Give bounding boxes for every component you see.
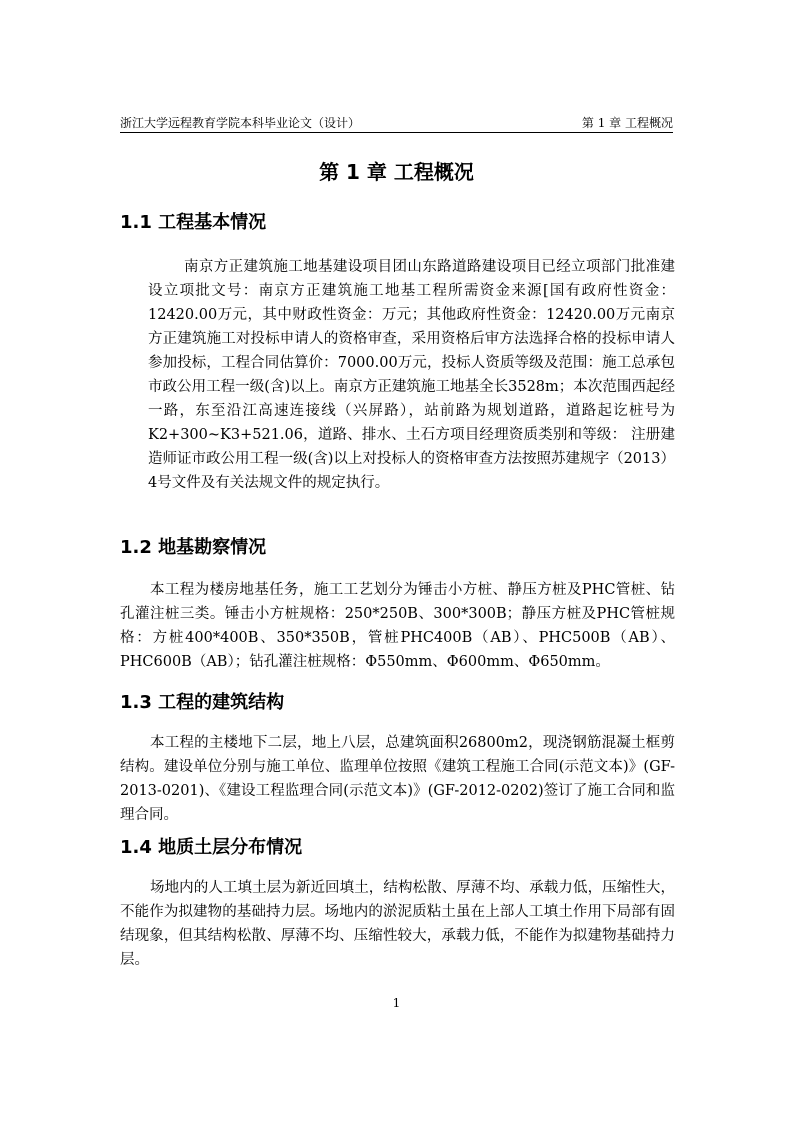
section-body-1-3: 本工程的主楼地下二层，地上八层，总建筑面积26800m2，现浇钢筋混凝土框剪结构。建设单位分别与施工单位、监理单位按照《建筑工程施工合同(示范文本)》(GF-2013-0201)、《建设工程监理合同(示范文本)》(GF-2012-0202)签订了施工合同和监理合同。 bbox=[120, 735, 675, 823]
section-heading-1-1: 1.1 工程基本情况 bbox=[120, 212, 267, 233]
section-heading-1-2: 1.2 地基勘察情况 bbox=[120, 537, 267, 558]
section-heading-1-4: 1.4 地质土层分布情况 bbox=[120, 837, 303, 858]
page-number: 1 bbox=[392, 996, 401, 1010]
section-body-1-1: 南京方正建筑施工地基建设项目团山东路道路建设项目已经立项部门批准建设立项批文号：南京方正建筑施工地基工程所需资金来源[国有政府性资金：12420.00万元，其中财政性资金：万元；其他政府性资金：12420.00万元南京方正建筑施工对投标申请人的资格审查，采用资格后审方法选择合格的投标申请人参加投标，工程合同估算价：7000.00万元，投标人资质等级及范围：施工总承包市政公用工程一级(含)以上。南京方正建筑施工地基全长3528m；本次范围西起经一路，东至沿江高速连接线（兴屏路），站前路为规划道路，道路起讫桩号为K2+300~K3+521.06，道路、排水、土石方项目经理资质类别和等级： 注册建造师证市政公用工程一级(含)以上对投标人的资格审查方法按照苏建规字（2013）4号文件及有关法规文件的规定执行。 bbox=[148, 259, 675, 491]
page-header bbox=[120, 112, 673, 133]
section-body-1-2: 本工程为楼房地基任务，施工工艺划分为锤击小方桩、静压方桩及PHC管桩、钻孔灌注桩三类。锤击小方桩规格：250*250B、300*300B；静压方桩及PHC管桩规格：方桩400*400B、350*350B，管桩PHC400B（AB）、PHC500B（AB）、PHC600B（AB）；钻孔灌注桩规格：Φ550mm、Φ600mm、Φ650mm。 bbox=[120, 582, 675, 670]
section-body-1-4: 场地内的人工填土层为新近回填土，结构松散、厚薄不均、承载力低，压缩性大，不能作为拟建物的基础持力层。场地内的淤泥质粘土虽在上部人工填土作用下局部有固结现象，但其结构松散、厚薄不均、压缩性较大，承载力低，不能作为拟建物基础持力层。 bbox=[120, 880, 675, 968]
header-left-text: 浙江大学远程教育学院本科毕业论文（设计） bbox=[120, 116, 361, 130]
section-heading-1-3: 1.3 工程的建筑结构 bbox=[120, 692, 285, 713]
header-right-text: 第 1 章 工程概况 bbox=[581, 116, 673, 130]
chapter-title: 第 1 章 工程概况 bbox=[319, 160, 474, 184]
